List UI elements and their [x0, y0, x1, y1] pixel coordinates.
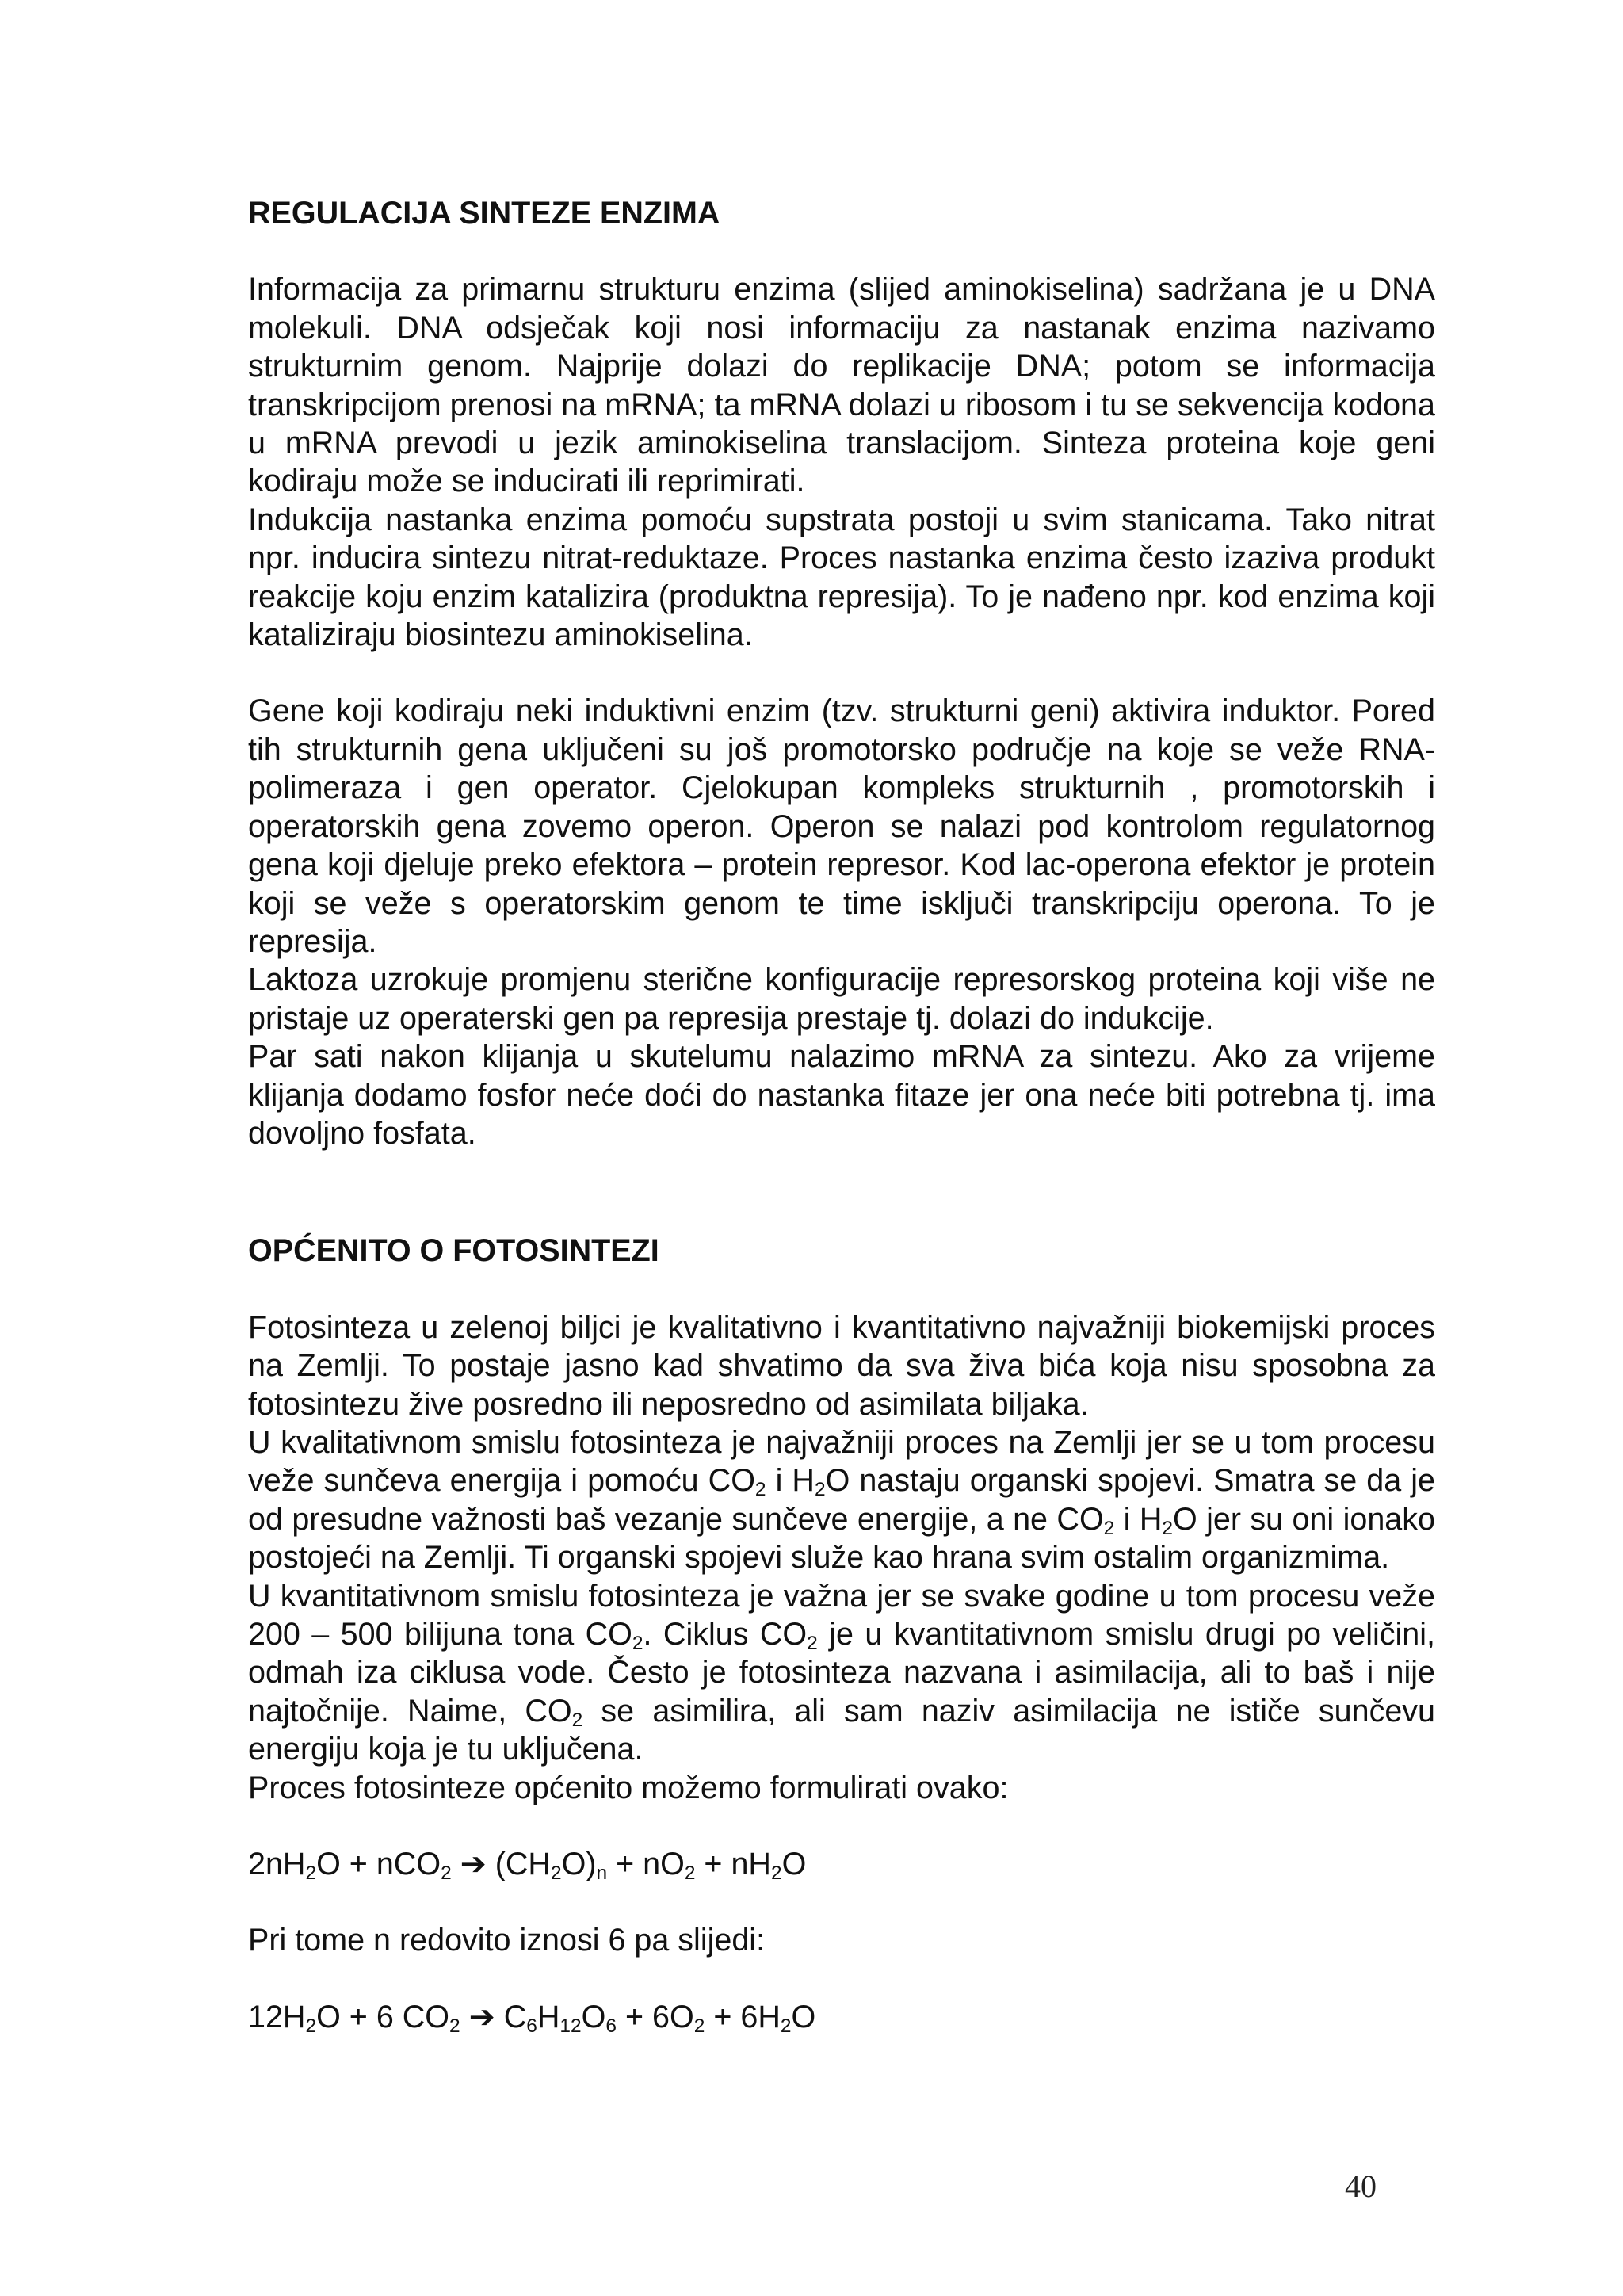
paragraph: Informacija za primarnu strukturu enzima (slijed aminokiselina) sadržana je u DNA molekuli. DNA odsječak koji nosi informaciju za nastanak enzima nazivamo strukturnim genom. Najprije dolazi do replikacije DNA; potom se informacija transkripcijom prenosi na mRNA; ta mRNA dolazi u ribosom i tu se sekvencija kodona u mRNA prevodi u jezik aminokiselina translacijom. Sinteza proteina koje geni kodiraju može se inducirati ili reprimirati. [248, 272, 1435, 499]
paragraph: Proces fotosinteze općenito možemo formulirati ovako: [248, 1770, 1009, 1805]
arrow-right-icon: ➔ [468, 1998, 495, 2035]
section-title-fotosinteza: OPĆENITO O FOTOSINTEZI [248, 1233, 659, 1269]
paragraph: Par sati nakon klijanja u skutelumu nalazimo mRNA za sintezu. Ako za vrijeme klijanja dodamo fosfor neće doći do nastanka fitaze jer ona neće biti potrebna tj. ima dovoljno fosfata. [248, 1039, 1435, 1151]
page-content [248, 194, 1435, 2036]
paragraph-kvalitativno: U kvalitativnom smislu fotosinteza je najvažniji proces na Zemlji jer se u tom procesu veže sunčeva energija i pomoću $CO_2$ i $H_2O$ nastaju organski spojevi. Smatra se da je od presudne važnosti baš vezanje sunčeve energije, a ne $CO_2$ i $H_2O$ jer su oni ionako postojeći na Zemlji. Ti organski spojevi služe kao hrana svim ostalim organizmima. [248, 1424, 1435, 1576]
paragraph: Gene koji kodiraju neki induktivni enzim (tzv. strukturni geni) aktivira induktor. Pored tih strukturnih gena uključeni su još promotorsko područje na koje se veže RNA-polimeraza i gen operator. Cjelokupan kompleks strukturnih , promotorskih i operatorskih gena zovemo operon. Operon se nalazi pod kontrolom regulatornog gena koji djeluje preko efektora – protein represor. Kod lac-operona efektor je protein koji se veže s operatorskim genom te time isključi transkripciju operona. To je represija. [248, 693, 1435, 959]
specific-equation: $12H_2O + 6$ $CO_2$ ➔ $C_6H_{12}O_6 + 6O_2 + 6H_2O$ [248, 1998, 816, 2037]
paragraph-kvantitativno: U kvantitativnom smislu fotosinteza je važna jer se svake godine u tom procesu veže 200 – 500 bilijuna tona $CO_2$. Ciklus $CO_2$ je u kvantitativnom smislu drugi po veličini, odmah iza ciklusa vode. Često je fotosinteza nazvana i asimilacija, ali to baš i nije najtočnije. Naime, $CO_2$ se asimilira, ali sam naziv asimilacija ne ističe sunčevu energiju koja je tu uključena. [248, 1578, 1435, 1767]
arrow-right-icon: ➔ [460, 1846, 487, 1883]
paragraph: Indukcija nastanka enzima pomoću supstrata postoji u svim stanicama. Tako nitrat npr. inducira sintezu nitrat-reduktaze. Proces nastanka enzima često izaziva produkt reakcije koju enzim katalizira (produktna represija). To je nađeno npr. kod enzima koji kataliziraju biosintezu aminokiselina. [248, 502, 1435, 653]
page-number: 40 [1345, 2168, 1377, 2204]
paragraph: Fotosinteza u zelenoj biljci je kvalitativno i kvantitativno najvažniji biokemijski proces na Zemlji. To postaje jasno kad shvatimo da sva živa bića koja nisu sposobna za fotosintezu žive posredno ili neposredno od asimilata biljaka. [248, 1309, 1435, 1422]
section-title-regulacija: REGULACIJA SINTEZE ENZIMA [248, 196, 720, 231]
paragraph: Pri tome n redovito iznosi 6 pa slijedi: [248, 1923, 766, 1958]
paragraph: Laktoza uzrokuje promjenu sterične konfiguracije represorskog proteina koji više ne pristaje uz operaterski gen pa represija prestaje tj. dolazi do indukcije. [248, 962, 1435, 1036]
general-equation: $2nH_2O + nCO_2$ ➔ $(CH_2O)_n + nO_2 + nH_2O$ [248, 1846, 807, 1885]
